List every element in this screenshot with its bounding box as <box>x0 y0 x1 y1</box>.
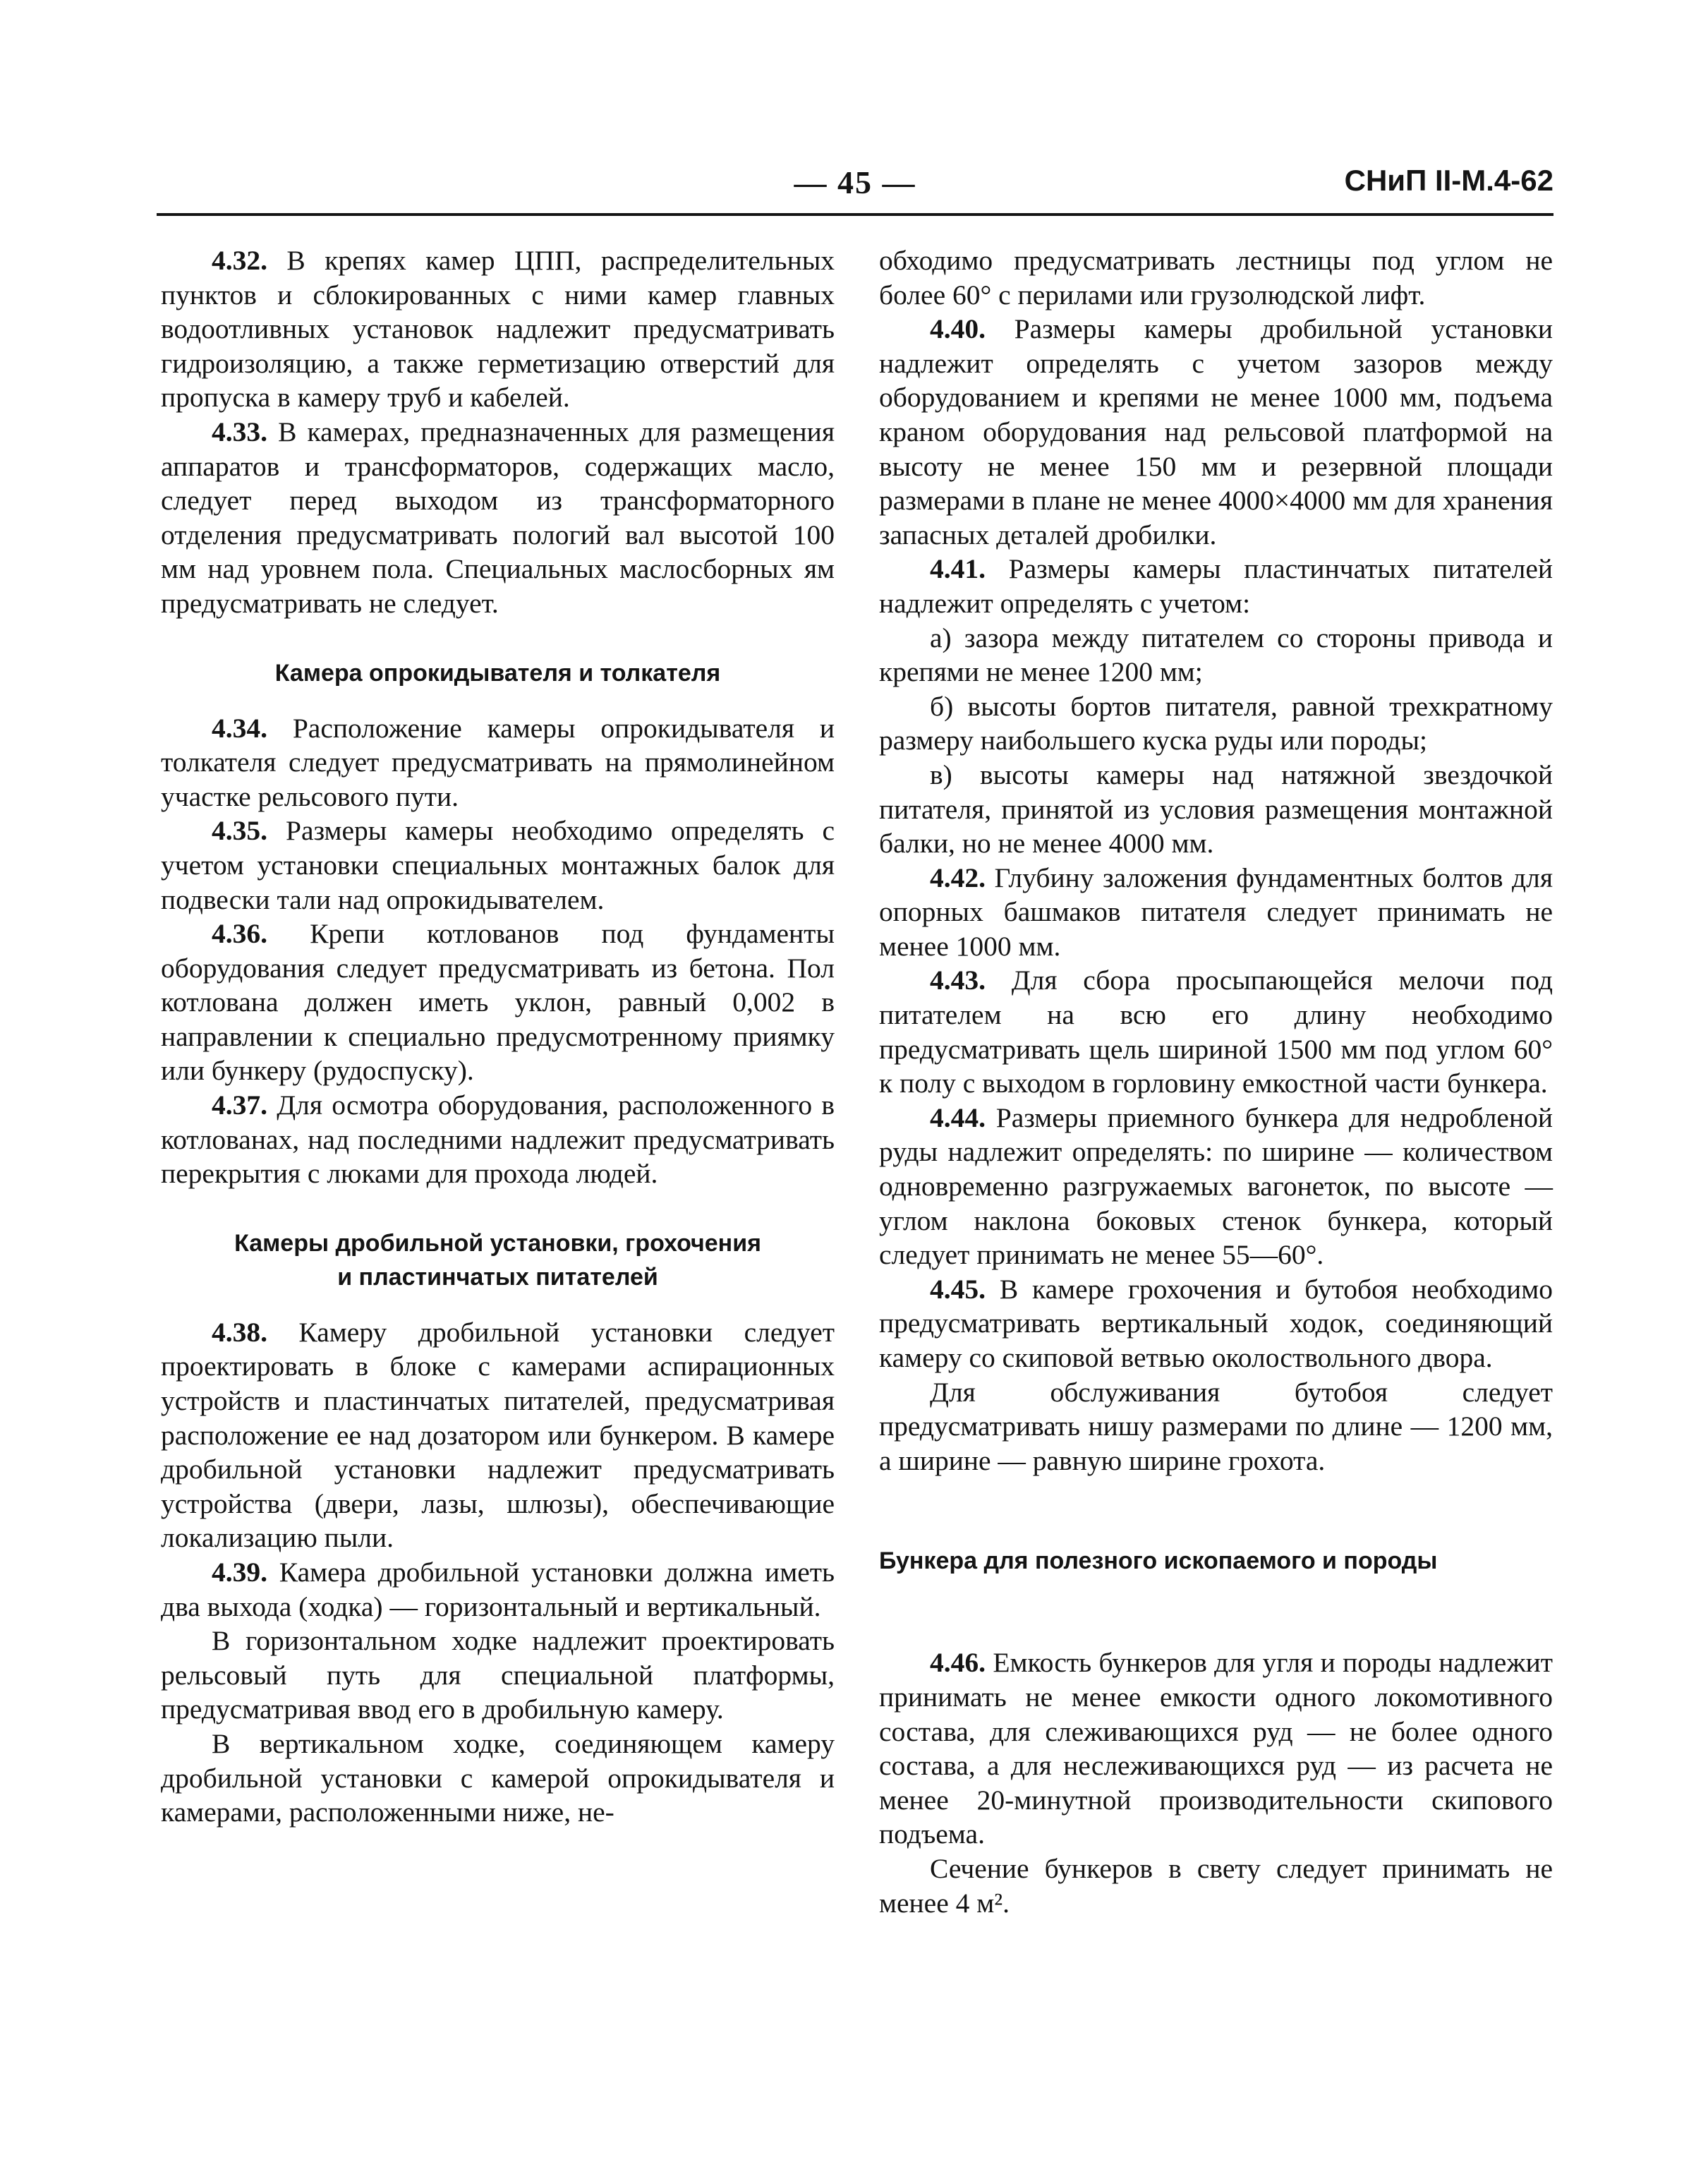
paragraph-4-38 <box>161 1315 835 1555</box>
right-column <box>879 243 1553 1920</box>
paragraph-4-39-vertical-drift: В вертикальном ходке, соединяющем камеру дробильной установки с камерой опрокидывателя и камерами, расположенными ниже, не- <box>161 1727 835 1828</box>
paragraph-text: Крепи котлованов под фундаменты оборудования следует предусматривать из бетона. Пол котлована должен иметь уклон, равный 0,002 в направлении к специально предусмотренному приямку или бункеру (рудоспуску). <box>161 918 835 1087</box>
paragraph-number: 4.33. <box>212 416 267 447</box>
paragraph-number: 4.39. <box>212 1557 267 1588</box>
paragraph-4-39 <box>161 1555 835 1624</box>
paragraph-4-46-section: Сечение бункеров в свету следует принимать не менее 4 м². <box>879 1852 1553 1919</box>
header-rule <box>157 213 1553 216</box>
paragraph-4-45 <box>879 1272 1553 1375</box>
paragraph-number: 4.43. <box>930 965 986 996</box>
section-heading-line: Камеры дробильной установки, грохочения <box>234 1229 761 1257</box>
paragraph-number: 4.42. <box>930 862 986 893</box>
paragraph-text: Глубину заложения фундаментных болтов для опорных башмаков питателя следует принимать не менее 1000 мм. <box>879 862 1553 962</box>
paragraph-4-32 <box>161 243 835 415</box>
section-heading-bunkers: Бункера для полезного ископаемого и породы <box>879 1547 1438 1575</box>
page-number: — 45 — <box>794 164 916 200</box>
paragraph-number: 4.46. <box>930 1647 986 1679</box>
paragraph-4-41 <box>879 552 1553 620</box>
paragraph-text: Размеры приемного бункера для недробленой руды надлежит определять: по ширине — количеством одновременно разгружаемых вагонеток, по высоте — углом наклона боковых стенок бункера, который следует принимать не менее 55—60°. <box>879 1101 1553 1271</box>
paragraph-text: В камерах, предназначенных для размещения аппаратов и трансформаторов, содержащих масло, следует перед выходом из трансформаторного отделения предусматривать пологий вал высотой 100 мм над уровнем пола. Специальных маслосборных ям предусматривать не следует. <box>161 416 835 619</box>
paragraph-number: 4.40. <box>930 313 986 345</box>
paragraph-number: 4.44. <box>930 1101 986 1133</box>
section-heading-line: и пластинчатых питателей <box>337 1263 658 1291</box>
list-item-4-41-b: б) высоты бортов питателя, равной трехкратному размеру наибольшего куска руды или породы; <box>879 690 1553 756</box>
left-column <box>161 243 835 1830</box>
paragraph-4-46 <box>879 1646 1553 1852</box>
section-heading-tipper-chamber: Камера опрокидывателя и толкателя <box>274 659 721 687</box>
paragraph-text: Для осмотра оборудования, расположенного в котлованах, над последними надлежит предусматривать перекрытия с люками для прохода людей. <box>161 1089 835 1190</box>
paragraph-4-45-niche: Для обслуживания бутобоя следует предусматривать нишу размерами по длине — 1200 мм, а ширине — равную ширине грохота. <box>879 1376 1553 1476</box>
paragraph-number: 4.36. <box>212 918 267 950</box>
paragraph-text: Емкость бункеров для угля и породы надлежит принимать не менее емкости одного локомотивного состава, для слеживающихся руд — не более одного состава, а для неслеживающихся руд — из расчета не менее 20-минутной производительности скипового подъема. <box>879 1647 1553 1850</box>
paragraph-text: Размеры камеры необходимо определять с учетом установки специальных монтажных балок для подвески тали над опрокидывателем. <box>161 815 835 915</box>
list-item-4-41-a: а) зазора между питателем со стороны привода и крепями не менее 1200 мм; <box>879 622 1553 688</box>
paragraph-text: Для сбора просыпающейся мелочи под питателем на всю его длину необходимо предусматривать щель шириной 1500 мм под углом 60° к полу с выходом в горловину емкостной части бункера. <box>879 965 1553 1099</box>
paragraph-4-40 <box>879 312 1553 552</box>
paragraph-4-42 <box>879 861 1553 964</box>
paragraph-text: Камера дробильной установки должна иметь два выхода (ходка) — горизонтальный и вертикальный. <box>161 1557 835 1622</box>
paragraph-4-44 <box>879 1101 1553 1272</box>
paragraph-4-43 <box>879 963 1553 1100</box>
paragraph-text: Размеры камеры дробильной установки надлежит определять с учетом зазоров между оборудованием и крепями не менее 1000 мм, подъема краном оборудования над рельсовой платформой на высоту не менее 150 мм и резервной площади размерами в плане не менее 4000×4000 мм для хранения запасных деталей дробилки. <box>879 313 1553 550</box>
paragraph-4-36 <box>161 917 835 1088</box>
paragraph-number: 4.41. <box>930 553 986 585</box>
paragraph-4-33 <box>161 415 835 621</box>
paragraph-number: 4.35. <box>212 815 267 847</box>
paragraph-4-39-horizontal-drift: В горизонтальном ходке надлежит проектировать рельсовый путь для специальной платформы, предусматривая ввод его в дробильную камеру. <box>161 1625 835 1725</box>
paragraph-number: 4.38. <box>212 1316 267 1348</box>
paragraph-number: 4.37. <box>212 1089 267 1121</box>
paragraph-4-34 <box>161 711 835 814</box>
paragraph-text: Камеру дробильной установки следует проектировать в блоке с камерами аспирационных устройств и пластинчатых питателей, предусматривая расположение ее над дозатором или бункером. В камере дробильной установки надлежит предусматривать устройства (двери, лазы, шлюзы), обеспечивающие локализацию пыли. <box>161 1316 835 1554</box>
page-header <box>157 164 1553 213</box>
paragraph-text: В камере грохочения и бутобоя необходимо предусматривать вертикальный ходок, соединяющий камеру со скиповой ветвью околоствольного двора. <box>879 1273 1553 1373</box>
document-code: СНиП II-М.4-62 <box>1344 164 1553 197</box>
paragraph-4-37 <box>161 1088 835 1191</box>
paragraph-4-35 <box>161 814 835 917</box>
paragraph-number: 4.32. <box>212 245 267 276</box>
paragraph-text: В крепях камер ЦПП, распределительных пунктов и сблокированных с ними камер главных водоотливных установок надлежит предусматривать гидроизоляцию, а также герметизацию отверстий для пропуска в камеру труб и кабелей. <box>161 245 835 414</box>
paragraph-number: 4.34. <box>212 712 267 744</box>
paragraph-text: Расположение камеры опрокидывателя и толкателя следует предусматривать на прямолинейном участке рельсового пути. <box>161 712 835 812</box>
list-item-4-41-c: в) высоты камеры над натяжной звездочкой питателя, принятой из условия размещения монтажной балки, но не менее 4000 мм. <box>879 759 1553 859</box>
paragraph-4-39-continued: обходимо предусматривать лестницы под углом не более 60° с перилами или грузолюдской лифт. <box>879 245 1553 310</box>
paragraph-text: Размеры камеры пластинчатых питателей надлежит определять с учетом: <box>879 553 1553 619</box>
section-heading-crusher-chambers <box>161 1226 835 1294</box>
paragraph-number: 4.45. <box>930 1273 986 1305</box>
